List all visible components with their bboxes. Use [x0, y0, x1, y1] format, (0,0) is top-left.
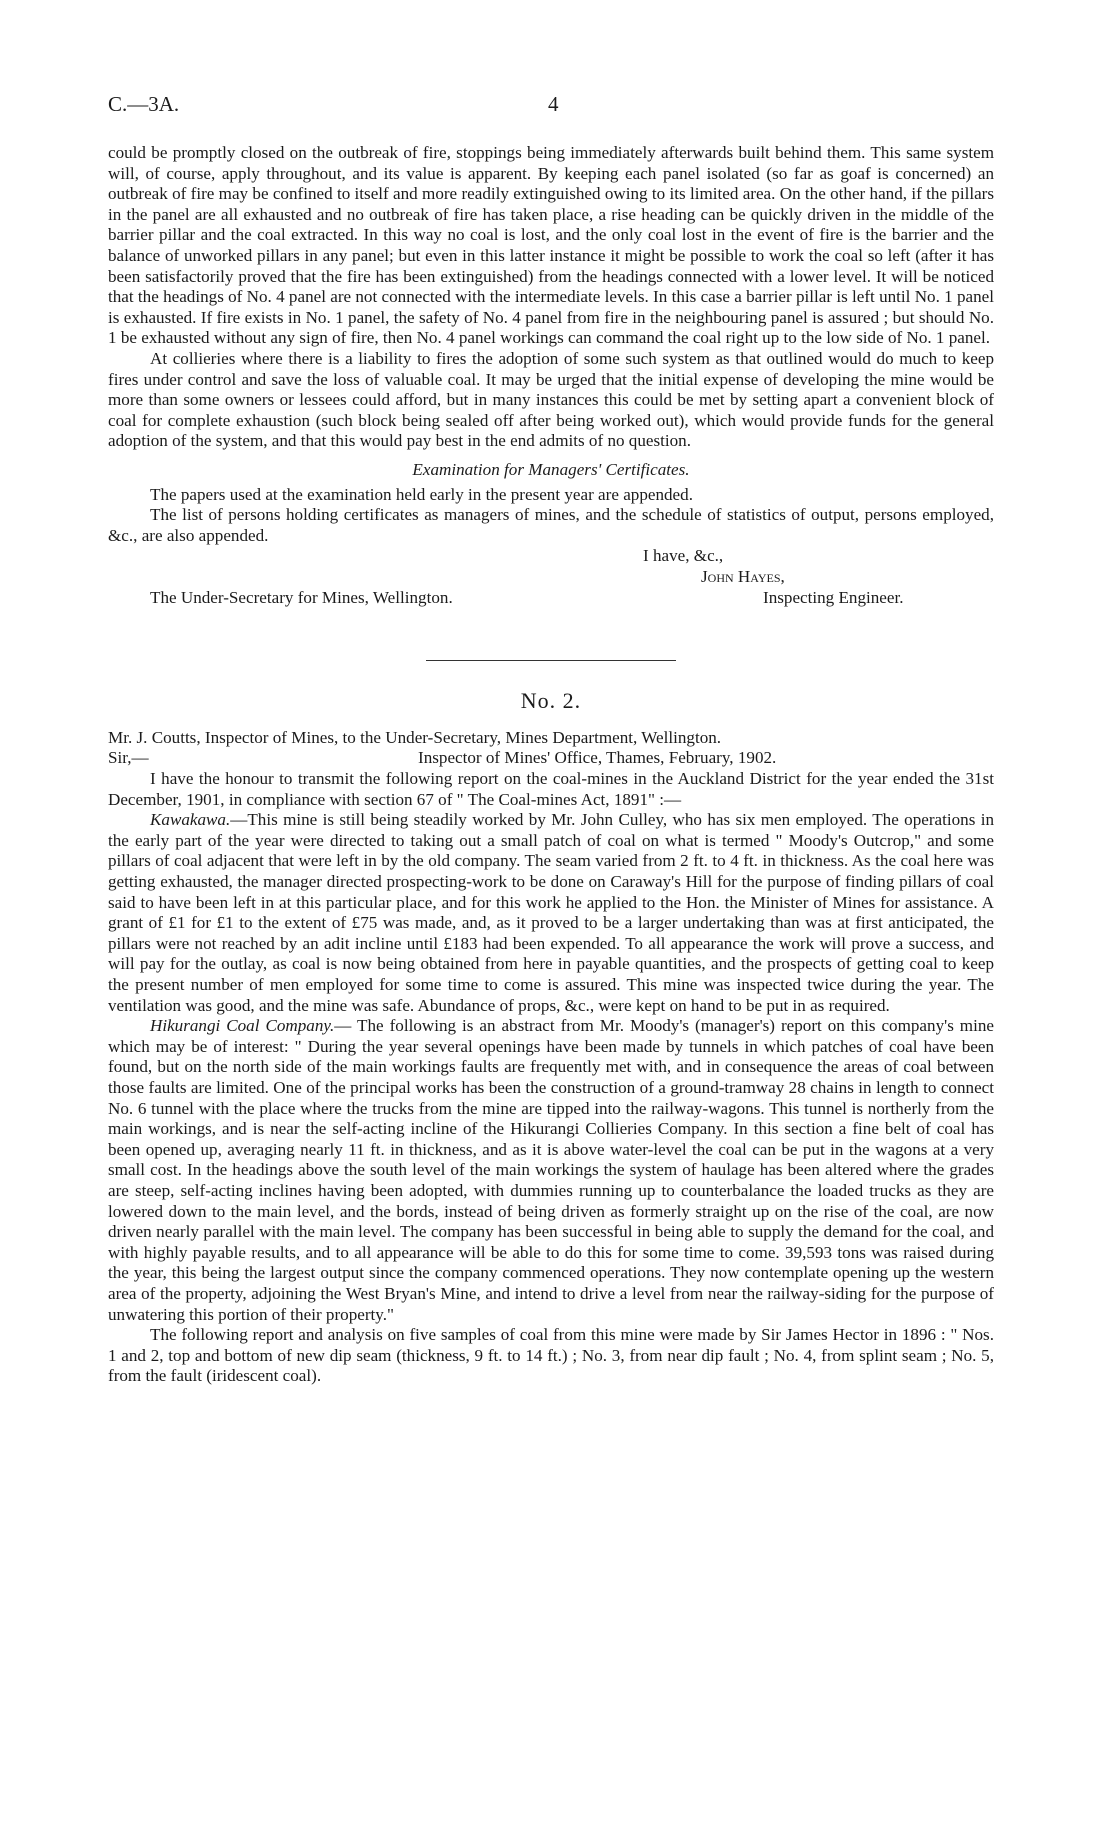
recipient-line: The Under-Secretary for Mines, Wellington. [150, 588, 453, 608]
letter-from-line: Mr. J. Coutts, Inspector of Mines, to the Under-Secretary, Mines Department, Wellington. [108, 727, 722, 747]
kawakawa-heading: Kawakawa. [150, 810, 231, 830]
hikurangi-text: — The following is an abstract from Mr. Moody's (manager's) report on this company's mine which may be of interest: " During the year several openings have been made by tunnels in which patches of coal have been found, but on the north side of the main workings faults are frequently met with, and in consequence the areas of coal between those faults are limited. One of the principal works has been the construction of a ground-tramway 28 chains in length to connect No. 6 tunnel with the place where the trucks from the mine are tipped into the railway-wagons. This tunnel is northerly from the main workings, and is near the self-acting incline of the Hikurangi Collieries Company. In this section a fine belt of coal has been opened up, averaging nearly 11 ft. in thickness, and as it is above water-level the coal can be put in the wagons at a very small cost. In the headings above the south level of the main workings the system of haulage has been altered where the grades are steep, self-acting inclines having been adopted, with dummies running up to counterbalance the loaded trucks as they are lowered down to the main level, and the bords, instead of being driven as formerly straight up on the rise of the coal, are now driven nearly parallel with the main level. The company has been successful in being able to supply the demand for the coal, and with highly payable results, and to all appearance will be able to do this for some time to come. 39,593 tons was raised during the year, this being the largest output since the company commenced operations. They now contemplate opening up the western area of the property, adjoining the West Bryan's Mine, and intend to drive a level from near the railway-siding for the purpose of unwatering this portion of their property." [108, 1016, 994, 1324]
salutation-line [108, 748, 994, 769]
paragraph-fire-system: could be promptly closed on the outbreak of fire, stoppings being immediately afterwards built behind them. This same system will, of course, apply throughout, and its value is apparent. By keeping each panel isolated (so far as goaf is concerned) an outbreak of fire may be confined to itself and more readily extinguished owing to its limited area. On the other hand, if the pillars in the panel are all exhausted and no outbreak of fire has taken place, a rise heading can be quickly driven in the middle of the barrier pillar and the coal extracted. In this way no coal is lost, and the only coal lost in the event of fire is the barrier and the balance of unworked pillars in any panel; but even in this latter instance it might be possible to work the coal so left (after it has been satisfactorily proved that the fire has been extinguished) from the headings connected with a lower level. It will be noticed that the headings of No. 4 panel are not connected with the intermediate levels. In this case a barrier pillar is left until No. 1 panel is exhausted. If fire exists in No. 1 panel, the safety of No. 4 panel from fire in the neighbouring panel is assured ; but should No. 1 be exhausted without any sign of fire, then No. 4 panel workings can command the coal right up to the low side of No. 1 panel. [108, 143, 994, 348]
signature-block [108, 546, 994, 608]
closing-phrase: I have, &c., [643, 546, 724, 566]
paragraph-collieries: At collieries where there is a liability to fires the adoption of some such system as that outlined would do much to keep fires under control and save the loss of valuable coal. It may be urged that the initial expense of developing the mine would be more than some owners or lessees could afford, but in many instances this could be met by setting apart a convenient block of coal for complete exhaustion (such block being sealed off after being worked out), which would provide funds for the general adoption of the system, and that this would pay best in the end admits of no question. [108, 348, 994, 451]
kawakawa-text: —This mine is still being steadily worked by Mr. John Culley, who has six men employed. The operations in the early part of the year were directed to taking out a small patch of coal on what is termed " Moody's Outcrop," and some pillars of coal adjacent that were left in by the old company. The seam varied from 2 ft. to 4 ft. in thickness. As the coal here was getting exhausted, the manager directed prospecting-work to be done on Caraway's Hill for the purpose of finding pillars of coal said to have been left in at this particular place, and for this work he applied to the Hon. the Minister of Mines for assistance. A grant of £1 for £1 to the extent of £75 was made, and, as it proved to be a larger undertaking than was at first anticipated, the pillars were not reached by an adit incline until £183 had been expended. To all appearance the work will prove a success, and will pay for the outlay, as coal is now being obtained from here in payable quantities, and the prospects of getting coal to keep the present number of men employed for some time to come is assured. This mine was inspected twice during the year. The ventilation was good, and the mine was safe. Abundance of props, &c., were kept on hand to be put in as required. [108, 810, 994, 1015]
paragraph-hikurangi [108, 1016, 994, 1325]
signatory-title: Inspecting Engineer. [763, 588, 904, 608]
section-heading-examination: Examination for Managers' Certificates. [412, 459, 690, 479]
letter-number-heading: No. 2. [520, 688, 582, 714]
paragraph-samples: The following report and analysis on five samples of coal from this mine were made by Sir James Hector in 1896 : " Nos. 1 and 2, top and bottom of new dip seam (thickness, 9 ft. to 14 ft.) ; No. 3, from near dip fault ; No. 4, from splint seam ; No. 5, from the fault (iridescent coal). [108, 1325, 994, 1386]
document-body [108, 143, 994, 1387]
section-divider [426, 660, 676, 661]
document-reference: C.—3A. [108, 92, 180, 116]
paragraph-certificates-list: The list of persons holding certificates as managers of mines, and the schedule of statistics of output, persons employed, &c., are also appended. [108, 505, 994, 545]
paragraph-kawakawa [108, 810, 994, 1016]
signatory-name: John Hayes, [701, 567, 785, 587]
salutation: Sir,— [108, 748, 149, 768]
page-header [108, 92, 988, 122]
hikurangi-heading: Hikurangi Coal Company. [150, 1016, 335, 1036]
paragraph-papers: The papers used at the examination held early in the present year are appended. [150, 484, 693, 504]
paragraph-transmit: I have the honour to transmit the following report on the coal-mines in the Auckland District for the year ended the 31st December, 1901, in compliance with section 67 of " The Coal-mines Act, 1891" :— [108, 769, 994, 809]
page-number: 4 [548, 92, 559, 116]
office-date: Inspector of Mines' Office, Thames, February, 1902. [418, 748, 777, 768]
